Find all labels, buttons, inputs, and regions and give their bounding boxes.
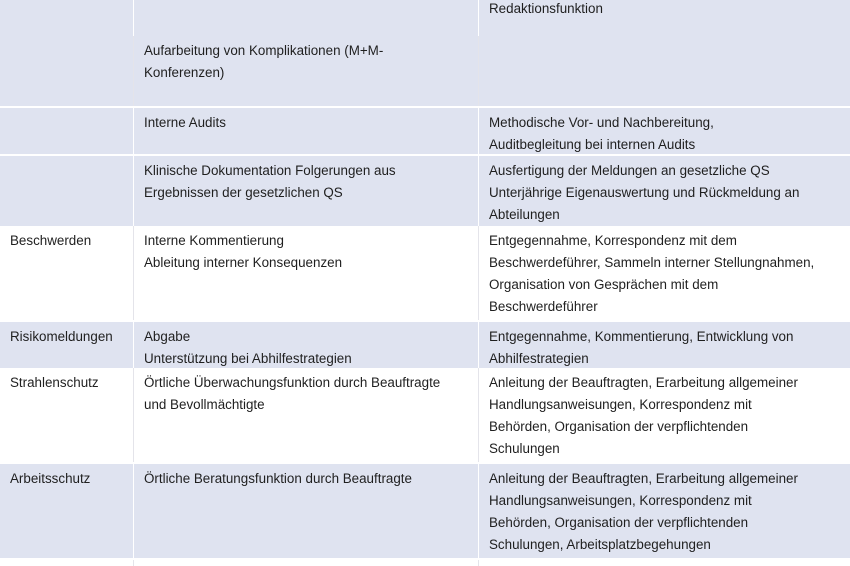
table-row	[0, 156, 850, 226]
category-cell	[0, 226, 133, 320]
category-label: Risikomeldungen	[10, 329, 113, 344]
cell-line: Beschwerdeführer, Sammeln interner Stellungnahmen,	[489, 255, 815, 270]
cell-line: Behörden, Organisation der verpflichtenden	[489, 419, 749, 434]
cell-line: Aufarbeitung von Komplikationen (M+M-	[144, 43, 384, 58]
cell-line: Unterstützung bei Abhilfestrategien	[144, 351, 352, 366]
category-cell	[0, 0, 133, 36]
cell-line: Beschwerdeführer	[489, 299, 598, 314]
central-task-cell	[478, 36, 850, 106]
cell-line: Methodische Vor- und Nachbereitung,	[489, 115, 714, 130]
local-task-cell	[133, 560, 478, 566]
table-row	[0, 322, 850, 368]
category-label: Strahlenschutz	[10, 375, 99, 390]
local-task-cell	[133, 368, 478, 462]
central-task-cell	[478, 464, 850, 558]
local-task-cell	[133, 156, 478, 226]
category-cell	[0, 560, 133, 566]
cell-line: Ausfertigung der Meldungen an gesetzliche QS	[489, 163, 770, 178]
cell-line: Handlungsanweisungen, Korrespondenz mit	[489, 397, 752, 412]
table-row	[0, 36, 850, 106]
central-task-cell	[478, 368, 850, 462]
category-label: Arbeitsschutz	[10, 471, 91, 486]
cell-line: Entgegennahme, Kommentierung, Entwicklung von	[489, 329, 794, 344]
local-task-cell	[133, 226, 478, 320]
category-cell	[0, 156, 133, 226]
cell-line: Anleitung der Beauftragten, Erarbeitung allgemeiner	[489, 375, 798, 390]
central-task-cell	[478, 156, 850, 226]
central-task-cell	[478, 0, 850, 36]
table-row	[0, 108, 850, 154]
local-task-cell	[133, 36, 478, 106]
cell-line: Örtliche Beratungsfunktion durch Beauftragte	[144, 471, 412, 486]
central-task-cell	[478, 560, 850, 566]
central-task-cell	[478, 108, 850, 154]
cell-line: Schulungen	[489, 441, 560, 456]
cell-line: Entgegennahme, Korrespondenz mit dem	[489, 233, 737, 248]
table-row	[0, 368, 850, 462]
cell-line: Abteilungen	[489, 207, 560, 222]
cell-line: Organisation von Gesprächen mit dem	[489, 277, 719, 292]
cell-line: Schulungen, Arbeitsplatzbegehungen	[489, 537, 711, 552]
category-cell	[0, 36, 133, 106]
cell-line: Ergebnissen der gesetzlichen QS	[144, 185, 343, 200]
local-task-cell	[133, 464, 478, 558]
cell-line: Unterjährige Eigenauswertung und Rückmeldung an	[489, 185, 800, 200]
cell-line: Anleitung der Beauftragten, Erarbeitung allgemeiner	[489, 471, 798, 486]
central-task-cell	[478, 226, 850, 320]
cell-line: Auditbegleitung bei internen Audits	[489, 137, 696, 152]
local-task-cell	[133, 0, 478, 36]
category-cell	[0, 464, 133, 558]
table-row	[0, 226, 850, 320]
cell-line: Abgabe	[144, 329, 191, 344]
cell-line: Abhilfestrategien	[489, 351, 589, 366]
cell-line: Handlungsanweisungen, Korrespondenz mit	[489, 493, 752, 508]
category-cell	[0, 108, 133, 154]
local-task-cell	[133, 108, 478, 154]
cell-line: Konferenzen)	[144, 65, 225, 80]
table-row	[0, 560, 850, 566]
category-cell	[0, 368, 133, 462]
cell-line: Klinische Dokumentation Folgerungen aus	[144, 163, 396, 178]
cell-line: Interne Audits	[144, 115, 226, 130]
local-task-cell	[133, 322, 478, 368]
cell-line: Redaktionsfunktion	[489, 1, 603, 16]
cell-line: Behörden, Organisation der verpflichtenden	[489, 515, 749, 530]
cell-line: Ableitung interner Konsequenzen	[144, 255, 343, 270]
category-cell	[0, 322, 133, 368]
cell-line: Interne Kommentierung	[144, 233, 284, 248]
cell-line: Örtliche Überwachungsfunktion durch Beauftragte	[144, 375, 441, 390]
cell-line: und Bevollmächtigte	[144, 397, 265, 412]
table-row	[0, 464, 850, 558]
central-task-cell	[478, 322, 850, 368]
table-row	[0, 0, 850, 36]
category-label: Beschwerden	[10, 233, 92, 248]
